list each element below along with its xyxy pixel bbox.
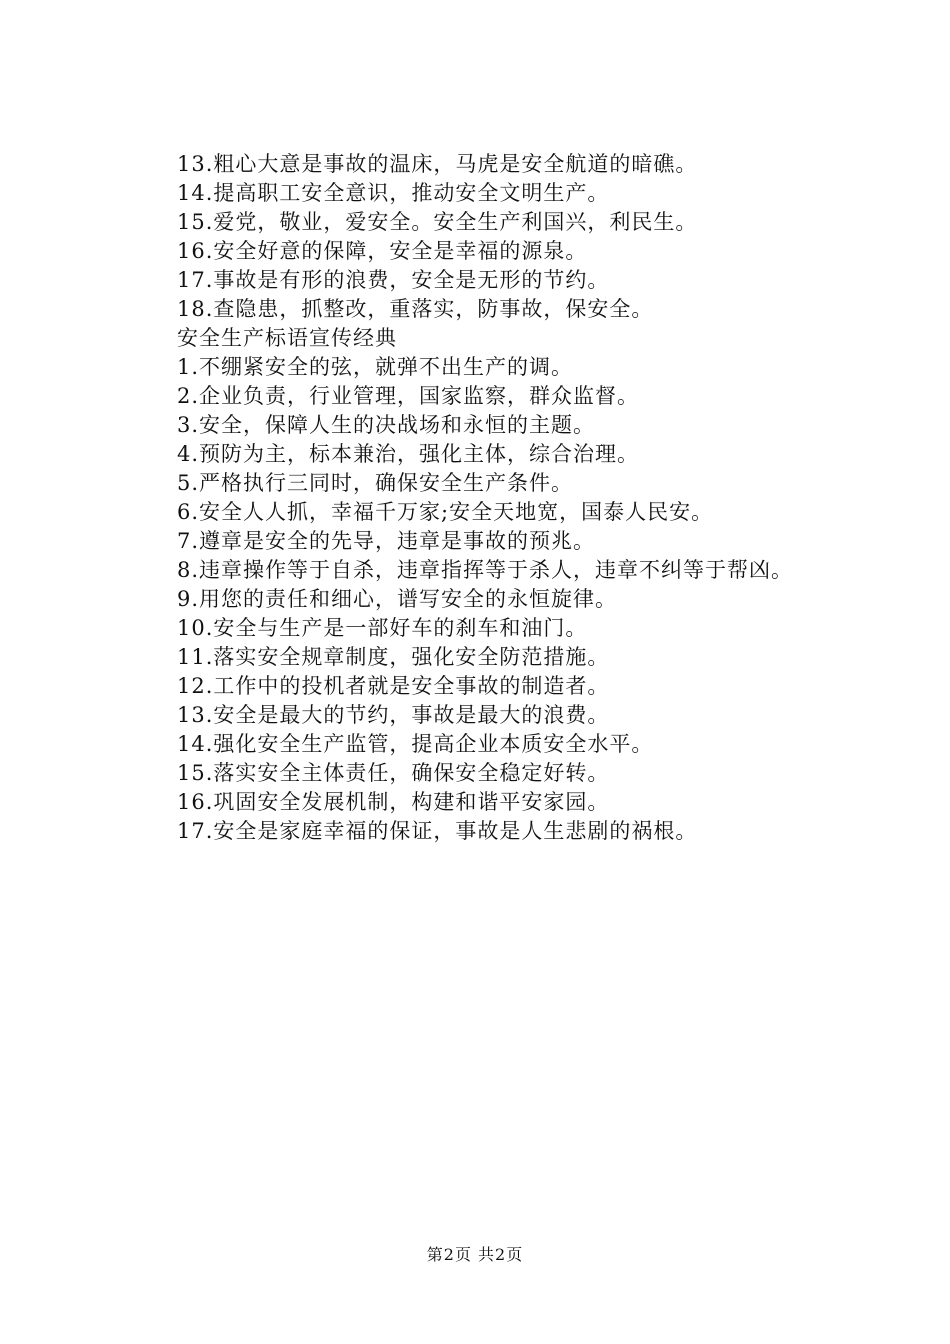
slogan-line: 13.粗心大意是事故的温床，马虎是安全航道的暗礁。 [177,152,698,176]
slogan-line: 11.落实安全规章制度，强化安全防范措施。 [177,645,610,669]
slogan-line: 10.安全与生产是一部好车的刹车和油门。 [177,616,588,640]
slogan-line: 13.安全是最大的节约，事故是最大的浪费。 [177,703,610,727]
document-body [130,150,850,846]
section-heading: 安全生产标语宣传经典 [177,326,397,350]
slogan-line: 14.强化安全生产监管，提高企业本质安全水平。 [177,732,654,756]
slogan-line: 6.安全人人抓，幸福千万家;安全天地宽，国泰人民安。 [177,500,714,524]
slogan-line: 16.安全好意的保障，安全是幸福的源泉。 [177,239,588,263]
slogan-line: 4.预防为主，标本兼治，强化主体，综合治理。 [177,442,640,466]
slogan-line: 18.查隐患，抓整改，重落实，防事故，保安全。 [177,297,654,321]
page-footer: 第2页 共2页 [426,1245,524,1264]
slogan-line: 15.落实安全主体责任，确保安全稳定好转。 [177,761,610,785]
slogan-line: 12.工作中的投机者就是安全事故的制造者。 [177,674,610,698]
slogan-line-wrapped: 8.违章操作等于自杀，违章指挥等于杀人，违章不纠等于帮凶。 [177,558,794,582]
slogan-line: 9.用您的责任和细心，谱写安全的永恒旋律。 [177,587,618,611]
slogan-line: 17.安全是家庭幸福的保证，事故是人生悲剧的祸根。 [177,819,698,843]
slogan-line: 7.遵章是安全的先导，违章是事故的预兆。 [177,529,596,553]
slogan-line: 3.安全，保障人生的决战场和永恒的主题。 [177,413,596,437]
slogan-line: 14.提高职工安全意识，推动安全文明生产。 [177,181,610,205]
slogan-line: 2.企业负责，行业管理，国家监察，群众监督。 [177,384,640,408]
slogan-line: 17.事故是有形的浪费，安全是无形的节约。 [177,268,610,292]
slogan-line: 15.爱党，敬业，爱安全。安全生产利国兴，利民生。 [177,210,698,234]
slogan-line: 1.不绷紧安全的弦，就弹不出生产的调。 [177,355,574,379]
slogan-line: 5.严格执行三同时，确保安全生产条件。 [177,471,574,495]
slogan-line: 16.巩固安全发展机制，构建和谐平安家园。 [177,790,610,814]
